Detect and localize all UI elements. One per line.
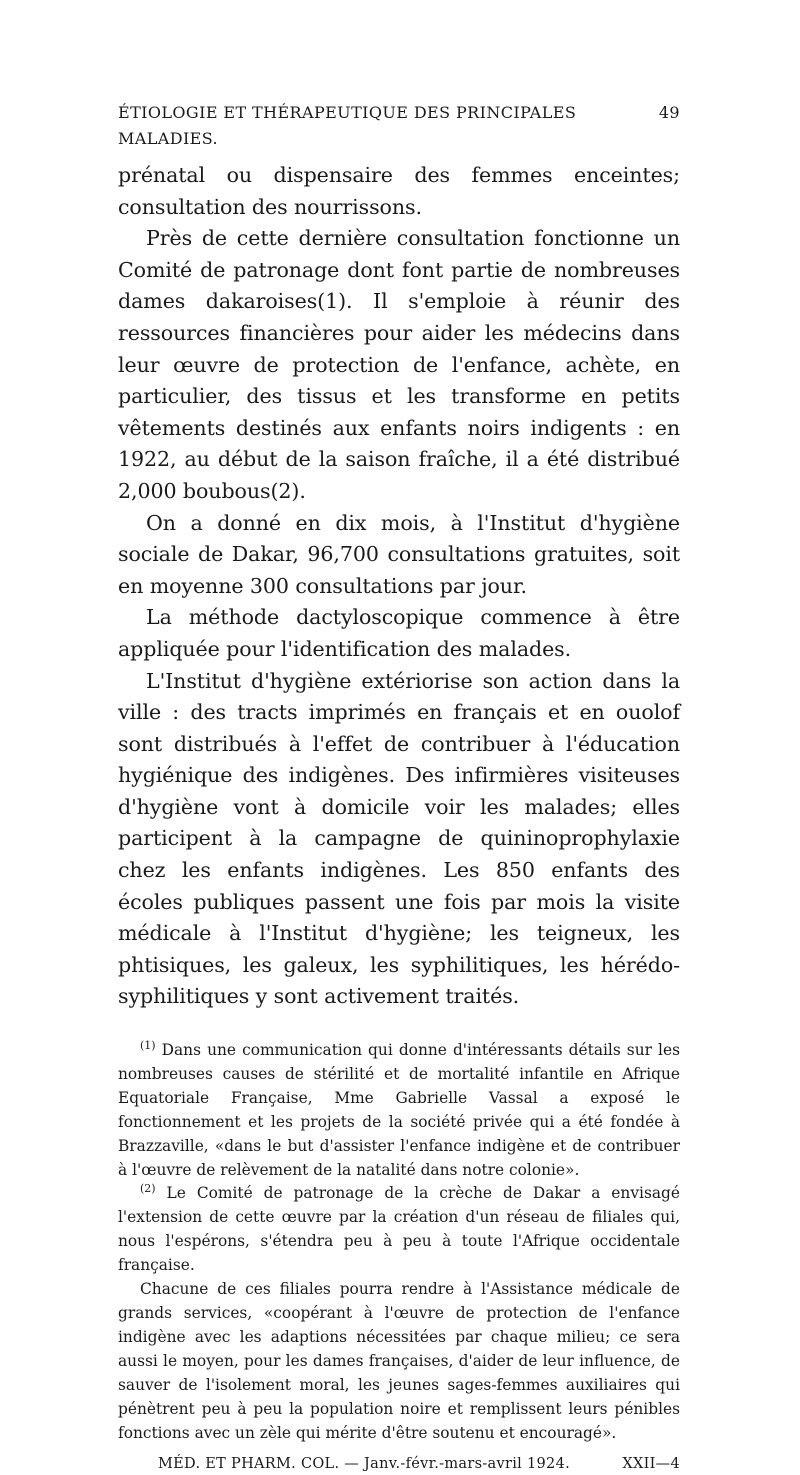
paragraph: La méthode dactyloscopique commence à être appliquée pour l'identification des malades.: [118, 605, 680, 661]
footnote-text: Chacune de ces filiales pourra rendre à l'Assistance médicale de grands services, «coopérant à l'œuvre de protection de l'enfance indigène avec les adaptions nécessitées par chaque milieu; ce sera aussi le moyen, pour les dames françaises, d'aider de leur influence, de sauver de l'isolement moral, les jeunes sages-femmes auxiliaires qui pénètrent peu à peu la population noire et remplissent leurs pénibles fonctions avec un zèle qui mérite d'être soutenu et encouragé».: [118, 1280, 680, 1442]
footnote: [118, 1039, 680, 1182]
paragraph: L'Institut d'hygiène extériorise son action dans la ville : des tracts imprimés en français et en ouolof sont distribués à l'effet de contribuer à l'éducation hygiénique des indigènes. Des infirmières visiteuses d'hygiène vont à domicile voir les malades; elles participent à la campagne de quininoprophylaxie chez les enfants indigènes. Les 850 enfants des écoles publiques passent une fois par mois la visite médicale à l'Institut d'hygiène; les teigneux, les phtisiques, les galeux, les syphilitiques, les hérédo-syphilitiques y sont activement traités.: [118, 668, 680, 1009]
footnote-marker: (1): [140, 1038, 156, 1052]
footnotes: [118, 1039, 680, 1445]
journal-reference: MÉD. ET PHARM. COL. — Janv.-févr.-mars-avril 1924.: [158, 1456, 571, 1473]
paragraph: On a donné en dix mois, à l'Institut d'hygiène sociale de Dakar, 96,700 consultations gratuites, soit en moyenne 300 consultations par jour.: [118, 510, 680, 598]
footnote: [118, 1182, 680, 1278]
page-footer: [118, 1453, 680, 1475]
footnote: [118, 1278, 680, 1445]
signature-mark: XXII—4: [622, 1456, 680, 1473]
main-text: [118, 160, 680, 1013]
footnote-text: Dans une communication qui donne d'intéressants détails sur les nombreuses causes de stérilité et de mortalité infantile en Afrique Equatoriale Française, Mme Gabrielle Vassal a exposé le fonctionnement et les projets de la société privée qui a été fondée à Brazzaville, «dans le but d'assister l'enfance indigène et de contribuer à l'œuvre de relèvement de la natalité dans notre colonie».: [118, 1041, 680, 1179]
footnote-text: Le Comité de patronage de la crèche de Dakar a envisagé l'extension de cette œuvre par la création d'un réseau de filiales qui, nous l'espérons, s'étendra peu à peu à toute l'Afrique occidentale française.: [118, 1184, 680, 1275]
paragraph: Près de cette dernière consultation fonctionne un Comité de patronage dont font partie de nombreuses dames dakaroises(1). Il s'emploie à réunir des ressources financières pour aider les médecins dans leur œuvre de protection de l'enfance, achète, en particulier, des tissus et les transforme en petits vêtements destinés aux enfants noirs indigents : en 1922, au début de la saison fraîche, il a été distribué 2,000 boubous(2).: [118, 226, 680, 503]
paragraph: prénatal ou dispensaire des femmes enceintes; consultation des nourrissons.: [118, 163, 680, 219]
footnote-marker: (2): [140, 1182, 156, 1196]
running-title: ÉTIOLOGIE ET THÉRAPEUTIQUE DES PRINCIPALES MALADIES.: [118, 103, 577, 148]
running-head: [118, 100, 680, 152]
page-number: 49: [658, 103, 680, 122]
page: [118, 100, 680, 1475]
